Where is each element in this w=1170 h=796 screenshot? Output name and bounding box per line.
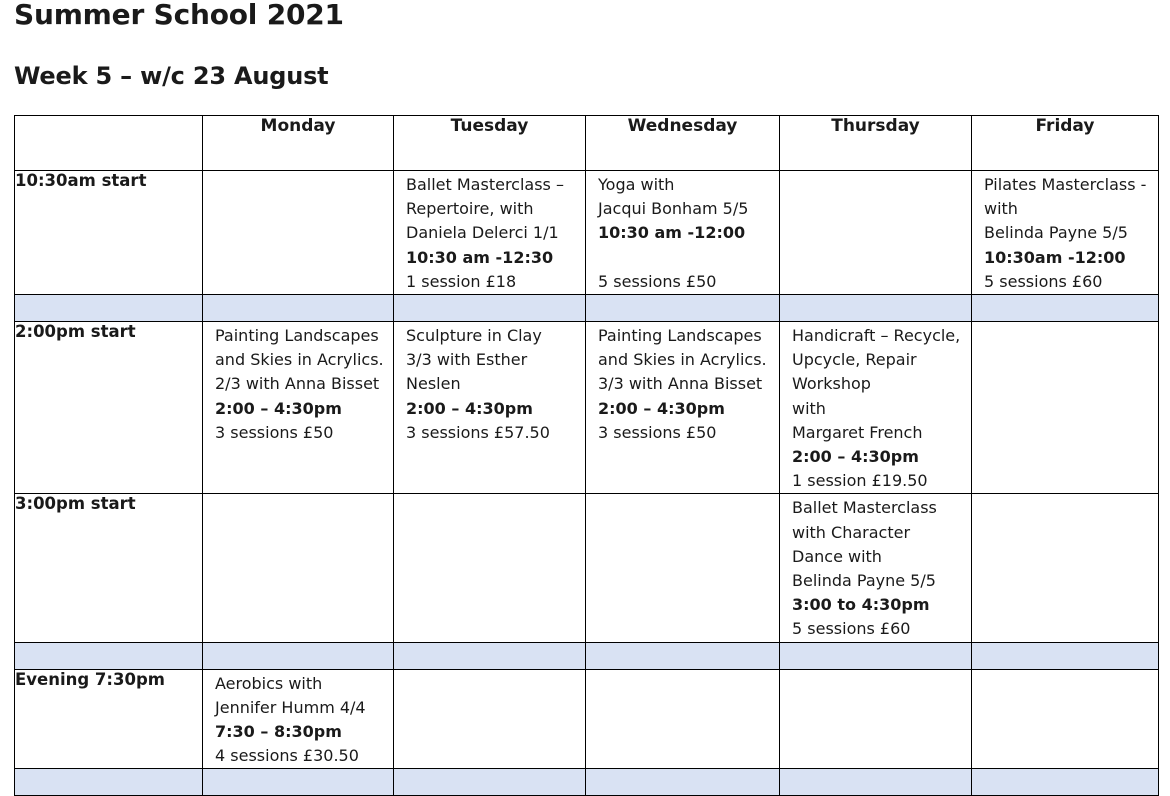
class-desc: 3/3 with Anna Bisset xyxy=(598,374,763,394)
class-desc: Ballet Masterclass – xyxy=(406,175,564,194)
class-desc: Yoga with xyxy=(598,175,675,194)
day-header-monday: Monday xyxy=(203,116,394,171)
spacer-row xyxy=(15,769,1159,796)
class-desc: Aerobics with xyxy=(215,673,323,693)
class-cell xyxy=(203,669,394,769)
class-desc: and Skies in Acrylics. xyxy=(598,350,767,370)
spacer-row xyxy=(15,295,1159,322)
class-desc: Neslen xyxy=(406,374,461,394)
class-time: 2:00 – 4:30pm xyxy=(792,447,919,467)
class-cell xyxy=(203,322,394,494)
class-cell-empty xyxy=(972,669,1159,769)
class-desc: Sculpture in Clay xyxy=(406,326,542,346)
class-cell xyxy=(394,171,586,295)
week-subtitle: Week 5 – w/c 23 August xyxy=(14,62,329,90)
day-header-thursday: Thursday xyxy=(780,116,972,171)
class-price: 1 session £19.50 xyxy=(792,471,928,491)
class-desc: Workshop xyxy=(792,374,871,394)
spacer-row xyxy=(15,642,1159,669)
class-cell-empty xyxy=(972,494,1159,642)
class-desc: Daniela Delerci 1/1 xyxy=(406,223,559,243)
class-cell xyxy=(586,171,780,295)
class-price: 5 sessions £60 xyxy=(984,271,1103,291)
class-desc: Ballet Masterclass xyxy=(792,498,937,518)
header-row xyxy=(15,116,1159,171)
slot-label: 3:00pm start xyxy=(15,494,203,642)
class-desc: Upcycle, Repair xyxy=(792,350,917,370)
class-cell-empty xyxy=(203,494,394,642)
class-desc: Jacqui Bonham 5/5 xyxy=(598,199,749,219)
class-cell-empty xyxy=(394,494,586,642)
slot-row-1030 xyxy=(15,171,1159,295)
class-desc: Painting Landscapes xyxy=(215,326,379,346)
class-desc: 2/3 with Anna Bisset xyxy=(215,374,380,394)
class-price: 3 sessions £50 xyxy=(598,422,717,442)
class-price: 3 sessions £50 xyxy=(215,422,334,442)
class-desc: Jennifer Humm 4/4 xyxy=(215,697,366,717)
day-header-wednesday: Wednesday xyxy=(586,116,780,171)
class-cell-empty xyxy=(972,322,1159,494)
class-desc: and Skies in Acrylics. xyxy=(215,350,384,370)
class-cell xyxy=(780,494,972,642)
class-cell-empty xyxy=(780,669,972,769)
class-desc: with Character xyxy=(792,522,911,542)
class-price: 3 sessions £57.50 xyxy=(406,422,550,442)
blank-line xyxy=(598,246,775,270)
slot-label: Evening 7:30pm xyxy=(15,669,203,769)
class-desc: Repertoire, with xyxy=(406,199,534,219)
class-time: 7:30 – 8:30pm xyxy=(215,722,342,742)
class-time: 10:30 am -12:30 xyxy=(406,247,554,267)
class-price: 5 sessions £60 xyxy=(792,619,911,639)
slot-row-1500 xyxy=(15,494,1159,642)
class-desc: Belinda Payne 5/5 xyxy=(792,571,936,591)
day-header-friday: Friday xyxy=(972,116,1159,171)
slot-label: 10:30am start xyxy=(15,171,203,295)
class-desc: with xyxy=(792,398,826,418)
slot-row-1400 xyxy=(15,322,1159,494)
class-cell-empty xyxy=(780,171,972,295)
class-time: 3:00 to 4:30pm xyxy=(792,595,930,615)
slot-row-evening xyxy=(15,669,1159,769)
day-header-tuesday: Tuesday xyxy=(394,116,586,171)
class-desc: Pilates Masterclass - xyxy=(984,175,1147,194)
class-time: 2:00 – 4:30pm xyxy=(406,398,533,418)
class-cell-empty xyxy=(394,669,586,769)
timetable xyxy=(14,115,1159,796)
class-price: 1 session £18 xyxy=(406,271,517,291)
class-cell-empty xyxy=(203,171,394,295)
class-desc: Belinda Payne 5/5 xyxy=(984,223,1128,243)
class-cell xyxy=(780,322,972,494)
page-title: Summer School 2021 xyxy=(14,0,344,31)
class-desc: 3/3 with Esther xyxy=(406,350,528,370)
class-time: 10:30am -12:00 xyxy=(984,247,1126,267)
class-cell xyxy=(586,322,780,494)
class-time: 2:00 – 4:30pm xyxy=(215,398,342,418)
class-desc: Painting Landscapes xyxy=(598,326,762,346)
class-desc: Handicraft – Recycle, xyxy=(792,326,961,346)
class-cell xyxy=(972,171,1159,295)
class-time: 10:30 am -12:00 xyxy=(598,223,746,243)
class-cell-empty xyxy=(586,669,780,769)
class-cell xyxy=(394,322,586,494)
class-price: 4 sessions £30.50 xyxy=(215,746,359,766)
class-cell-empty xyxy=(586,494,780,642)
class-price: 5 sessions £50 xyxy=(598,271,717,291)
class-desc: with xyxy=(984,199,1018,219)
slot-label: 2:00pm start xyxy=(15,322,203,494)
class-desc: Margaret French xyxy=(792,422,923,442)
corner-cell xyxy=(15,116,203,171)
class-time: 2:00 – 4:30pm xyxy=(598,398,725,418)
class-desc: Dance with xyxy=(792,546,882,566)
